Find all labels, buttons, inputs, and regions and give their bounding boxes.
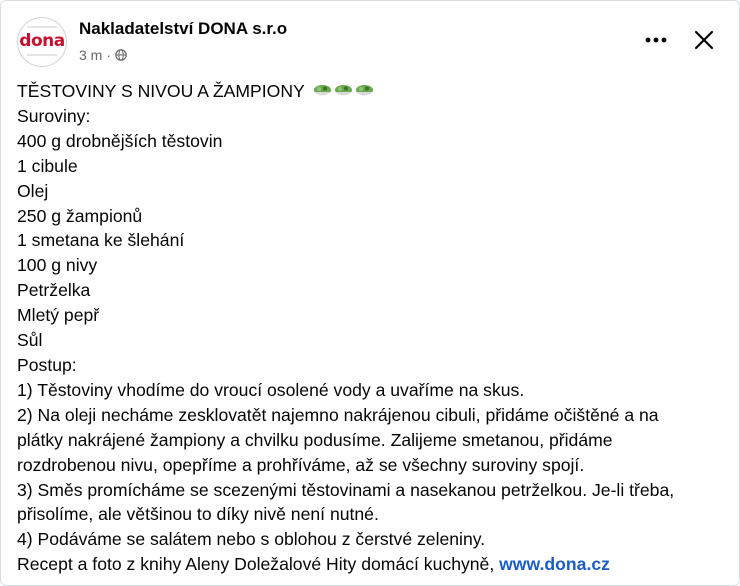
credit-text: Recept a foto z knihy Aleny Doležalové Hity domácí kuchyně, [17,554,500,575]
avatar-decoration [27,54,57,56]
recipe-line: 1 cibule [17,155,78,176]
recipe-line: 1 smetana ke šlehání [17,230,185,251]
recipe-line: Postup: [17,354,77,375]
recipe-line: 3) Směs promícháme se scezenými těstovinami a nasekanou petrželkou. Je-li třeba, [17,479,675,500]
close-icon [694,30,714,50]
recipe-line: 2) Na oleji necháme zesklovatět najemno nakrájenou cibuli, přidáme očištěné a na [17,404,659,425]
recipe-line: Mletý pepř [17,305,100,326]
post-header [17,15,725,69]
globe-icon[interactable] [115,49,127,61]
recipe-title-line [17,79,727,104]
page-name[interactable]: Nakladatelství DONA s.r.o [79,19,288,38]
recipe-line: přisolíme, ale většinou to díky nivě není nutné. [17,504,379,525]
recipe-line: Olej [17,180,49,201]
recipe-line: Sůl [17,330,43,351]
recipe-line: 4) Podáváme se salátem nebo s oblohou z čerstvé zeleniny. [17,529,486,550]
meta-separator: · [106,47,112,63]
recipe-line: plátky nakrájené žampiony a chvilku podusíme. Zalijeme smetanou, přidáme [17,429,613,450]
recipe-line: 250 g žampionů [17,205,143,226]
close-button[interactable] [687,23,721,57]
publisher-link[interactable]: www.dona.cz [499,554,610,575]
recipe-line: 100 g nivy [17,255,98,276]
avatar-logo: dona [19,31,65,51]
recipe-line: Petrželka [17,280,91,301]
post-body [17,79,727,577]
recipe-line: 400 g drobnějších těstovin [17,130,223,151]
more-dots-icon [645,37,667,43]
recipe-line: 1) Těstoviny vhodíme do vroucí osolené vody a uvaříme na skus. [17,379,525,400]
avatar-decoration [27,26,57,28]
salad-bowl-icon [313,84,374,98]
recipe-line: Suroviny: [17,105,91,126]
recipe-line: rozdrobenou nivu, opepříme a prohříváme, až se všechny suroviny spojí. [17,454,585,475]
credit-line [17,552,727,577]
avatar[interactable] [17,17,67,67]
post-meta [79,47,127,63]
timestamp[interactable]: 3 m [79,47,103,63]
more-options-button[interactable] [639,23,673,57]
recipe-title: TĚSTOVINY S NIVOU A ŽAMPIONY [17,81,305,101]
